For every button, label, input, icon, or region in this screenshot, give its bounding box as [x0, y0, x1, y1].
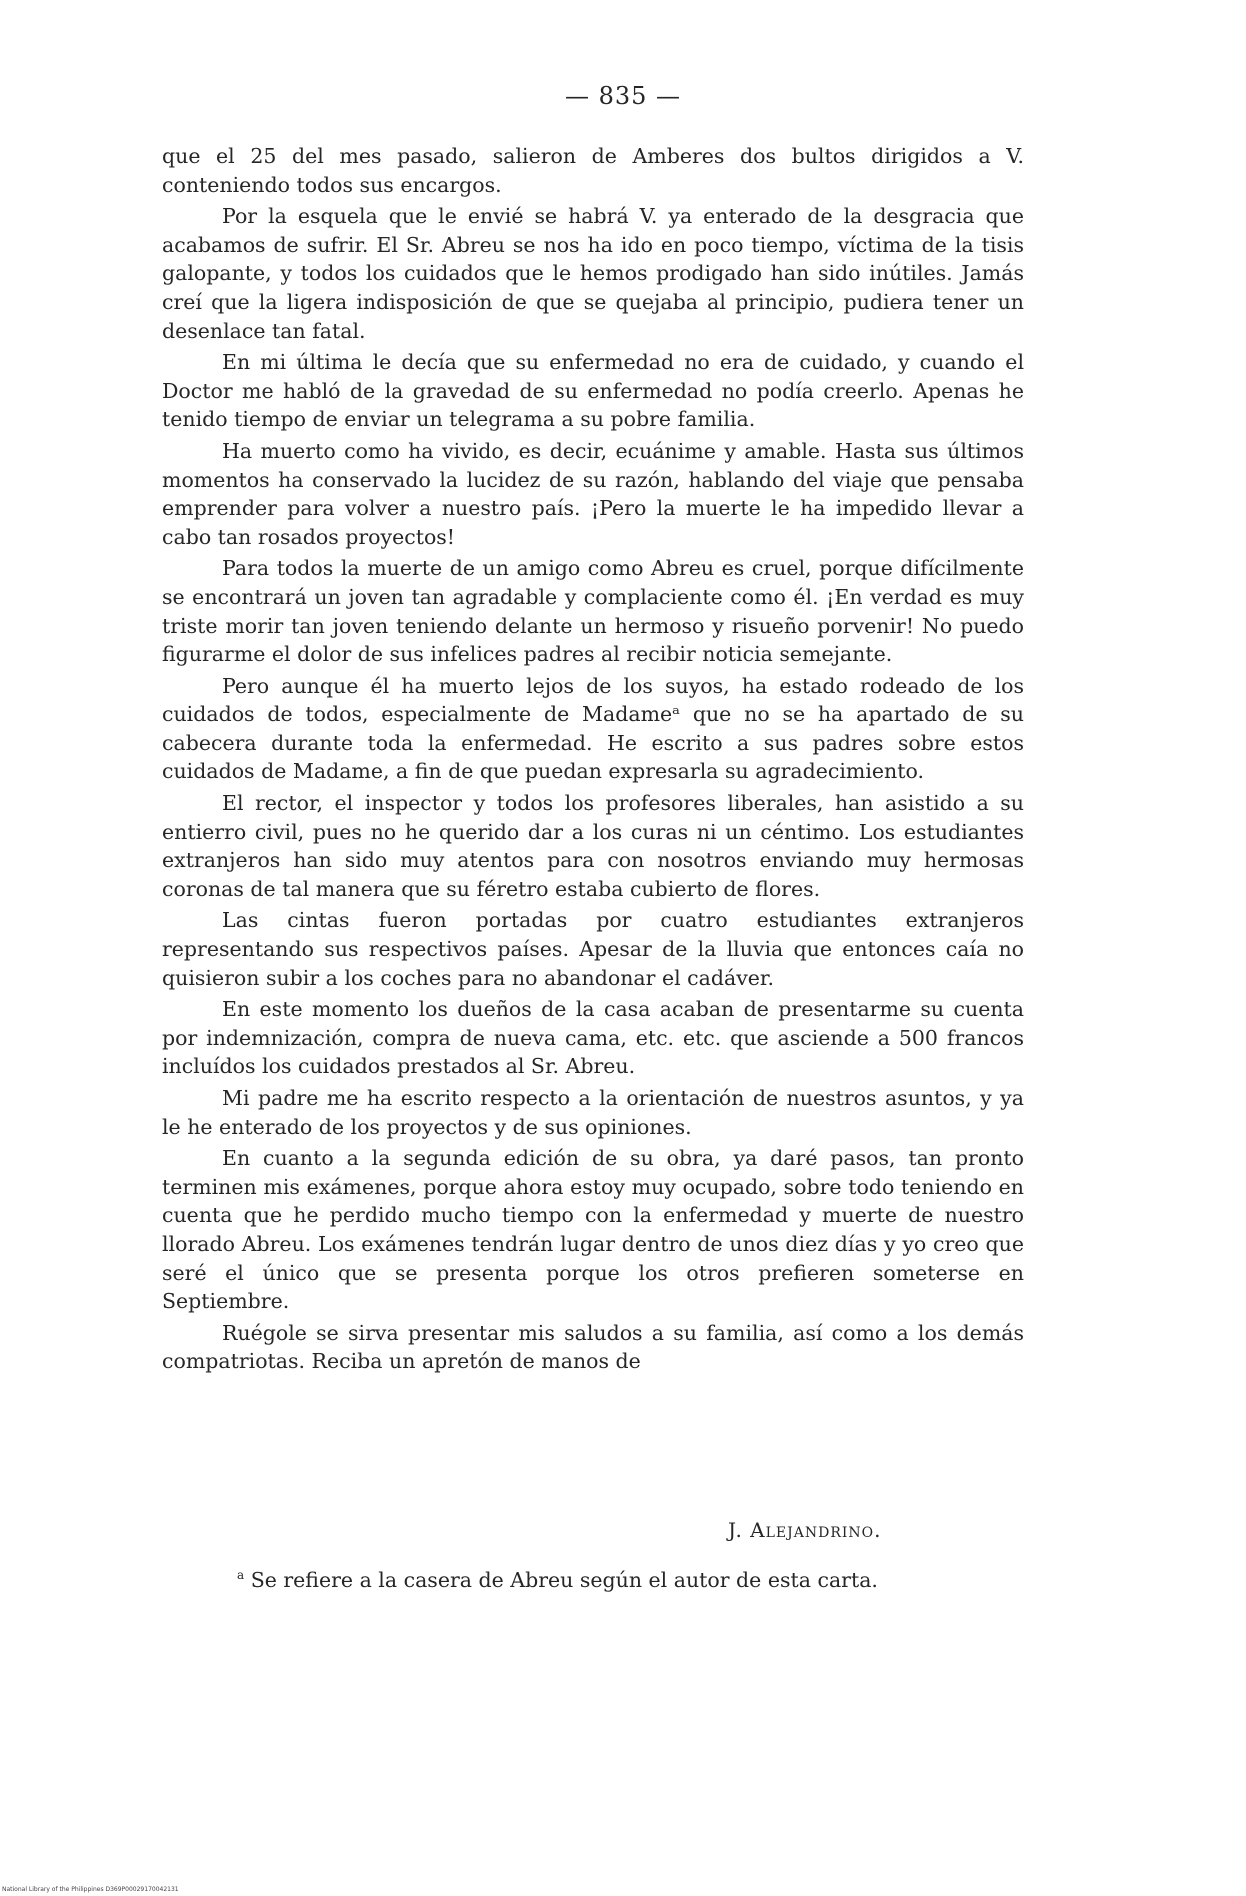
paragraph: En cuanto a la segunda edición de su obra, ya daré pasos, tan pronto terminen mis exámenes, porque ahora estoy muy ocupado, sobre todo teniendo en cuenta que he perdido mucho tiempo con la enfermedad y muerte de nuestro llorado Abreu. Los exámenes tendrán lugar dentro de unos diez días y yo creo que seré el único que se presenta porque los otros prefieren someterse en Septiembre. [162, 1146, 1024, 1314]
signature [728, 1518, 882, 1542]
paragraph: En este momento los dueños de la casa acaban de presentarme su cuenta por indemnización, compra de nueva cama, etc. etc. que asciende a 500 francos incluídos los cuidados prestados al Sr. Abreu. [162, 997, 1024, 1079]
paragraph: El rector, el inspector y todos los profesores liberales, han asistido a su entierro civil, pues no he querido dar a los curas ni un céntimo. Los estudiantes extranjeros han sido muy atentos para con nosotros enviando muy hermosas coronas de tal manera que su féretro estaba cubierto de flores. [162, 791, 1024, 901]
paragraph: que el 25 del mes pasado, salieron de Amberes dos bultos dirigidos a V. conteniendo todos sus encargos. [162, 144, 1024, 197]
signature-name: J. Alejandrino. [728, 1518, 882, 1542]
paragraph: Ruégole se sirva presentar mis saludos a su familia, así como a los demás compatriotas. Reciba un apretón de manos de [162, 1320, 1024, 1374]
paragraph: Para todos la muerte de un amigo como Abreu es cruel, porque difícilmente se encontrará un joven tan agradable y complaciente como él. ¡En verdad es muy triste morir tan joven teniendo delante un hermoso y risueño porvenir! No puedo figurarme el dolor de sus infelices padres al recibir noticia semejante. [162, 556, 1024, 667]
paragraph: Ha muerto como ha vivido, es decir, ecuánime y amable. Hasta sus últimos momentos ha conservado la lucidez de su razón, hablando del viaje que pensaba emprender para volver a nuestro país. ¡Pero la muerte le ha impedido llevar a cabo tan rosados proyectos! [162, 438, 1024, 549]
footnote-marker: a [237, 1568, 245, 1583]
source-line: National Library of the Philippines D369P00029170042131 [2, 1886, 179, 1893]
letter-body [162, 142, 1024, 1379]
paragraph: Por la esquela que le envié se habrá V. ya enterado de la desgracia que acabamos de sufrir. El Sr. Abreu se nos ha ido en poco tiempo, víctima de la tisis galopante, y todos los cuidados que le hemos prodigado han sido inútiles. Jamás creí que la ligera indisposición de que se quejaba al principio, pudiera tener un desenlace tan fatal. [162, 204, 1024, 343]
footnote-text: Se refiere a la casera de Abreu según el autor de esta carta. [250, 1568, 878, 1592]
paragraph: Las cintas fueron portadas por cuatro estudiantes extranjeros representando sus respectivos países. Apesar de la lluvia que entonces caía no quisieron subir a los coches para no abandonar el cadáver. [162, 908, 1024, 990]
page-number: — 835 — [564, 82, 682, 110]
paragraph: En mi última le decía que su enfermedad no era de cuidado, y cuando el Doctor me habló de la gravedad de su enfermedad no podía creerlo. Apenas he tenido tiempo de enviar un telegrama a su pobre familia. [162, 350, 1024, 432]
paragraph: Mi padre me ha escrito respecto a la orientación de nuestros asuntos, y ya le he enterado de los proyectos y de sus opiniones. [162, 1086, 1024, 1139]
paragraph: Pero aunque él ha muerto lejos de los suyos, ha estado rodeado de los cuidados de todos, especialmente de Madameᵃ que no se ha apartado de su cabecera durante toda la enfermedad. He escrito a sus padres sobre estos cuidados de Madame, a fin de que puedan expresarla su agradecimiento. [162, 673, 1024, 784]
footnote [237, 1568, 878, 1592]
